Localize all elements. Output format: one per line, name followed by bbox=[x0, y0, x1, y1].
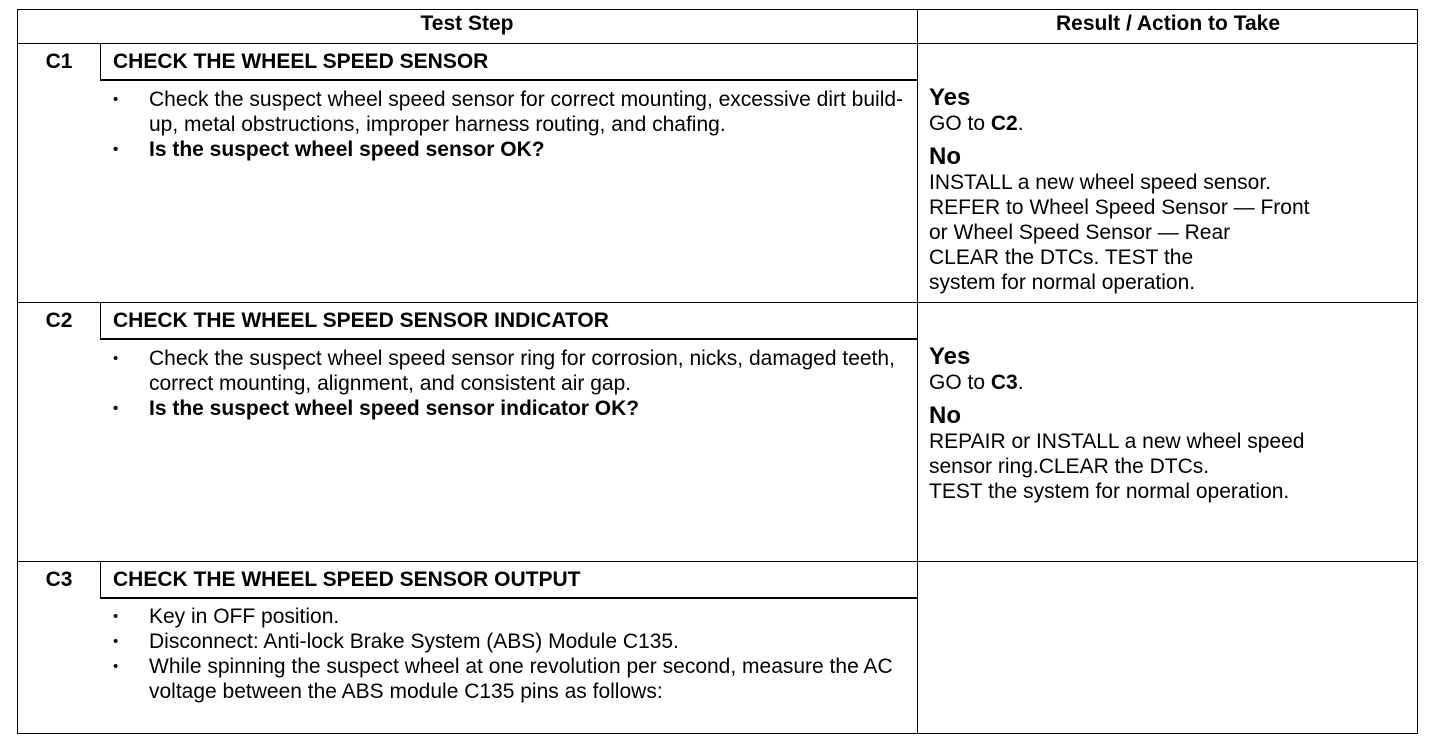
instruction-question: • Is the suspect wheel speed sensor indicator OK? bbox=[110, 396, 910, 421]
yes-action-period: . bbox=[1017, 112, 1024, 135]
title-separator-c1 bbox=[100, 79, 917, 81]
yes-label: Yes bbox=[929, 343, 971, 370]
column-divider bbox=[917, 9, 918, 734]
title-separator-c2 bbox=[100, 338, 917, 340]
no-action-line: REFER to Wheel Speed Sensor — Front bbox=[929, 196, 1310, 219]
step-code-c2: C2 bbox=[45, 309, 73, 332]
code-divider-c3 bbox=[100, 562, 101, 598]
row-separator-c2 bbox=[17, 302, 1418, 303]
header-result-action: Result / Action to Take bbox=[1055, 12, 1281, 35]
instruction-item: • Check the suspect wheel speed sensor for correct mounting, excessive dirt build-up, metal obstructions, improper harness routing, and chafing. bbox=[110, 87, 910, 137]
no-action-line: INSTALL a new wheel speed sensor. bbox=[929, 171, 1272, 194]
yes-action-text: GO to bbox=[929, 112, 991, 135]
instruction-item: • Disconnect: Anti-lock Brake System (ABS) Module C135. bbox=[110, 629, 910, 654]
yes-action bbox=[929, 111, 1409, 136]
result-c2 bbox=[929, 344, 1409, 504]
yes-action-text: GO to bbox=[929, 371, 991, 394]
yes-target-step: C2 bbox=[990, 112, 1018, 135]
step-title-c2: CHECK THE WHEEL SPEED SENSOR INDICATOR bbox=[113, 309, 609, 332]
title-separator-c3 bbox=[100, 597, 917, 599]
row-separator-c3 bbox=[17, 561, 1418, 562]
step-instructions-c1 bbox=[110, 87, 910, 162]
step-code-c1: C1 bbox=[45, 50, 73, 73]
step-instructions-c2 bbox=[110, 346, 910, 421]
no-action-line: REPAIR or INSTALL a new wheel speed bbox=[929, 430, 1305, 453]
no-label: No bbox=[929, 402, 961, 429]
no-action-line: or Wheel Speed Sensor — Rear bbox=[929, 221, 1231, 244]
instruction-item: • Key in OFF position. bbox=[110, 604, 910, 629]
instruction-item: • While spinning the suspect wheel at one revolution per second, measure the AC voltage between the ABS module C135 pins as follows: bbox=[110, 654, 910, 704]
no-label: No bbox=[929, 143, 961, 170]
yes-action bbox=[929, 370, 1409, 395]
header-test-step: Test Step bbox=[420, 12, 514, 35]
no-action-line: sensor ring.CLEAR the DTCs. bbox=[929, 455, 1210, 478]
instruction-item: • Check the suspect wheel speed sensor ring for corrosion, nicks, damaged teeth, correct mounting, alignment, and consistent air gap. bbox=[110, 346, 910, 396]
no-action-line: CLEAR the DTCs. TEST the bbox=[929, 246, 1194, 269]
step-title-c3: CHECK THE WHEEL SPEED SENSOR OUTPUT bbox=[113, 568, 581, 591]
yes-action-period: . bbox=[1017, 371, 1024, 394]
yes-target-step: C3 bbox=[990, 371, 1018, 394]
header-separator bbox=[17, 43, 1418, 44]
step-title-c1: CHECK THE WHEEL SPEED SENSOR bbox=[113, 50, 489, 73]
step-instructions-c3 bbox=[110, 604, 910, 704]
yes-label: Yes bbox=[929, 84, 971, 111]
step-code-c3: C3 bbox=[45, 568, 73, 591]
instruction-question: • Is the suspect wheel speed sensor OK? bbox=[110, 137, 910, 162]
no-action-line: TEST the system for normal operation. bbox=[929, 480, 1290, 503]
result-c1 bbox=[929, 85, 1409, 295]
code-divider-c2 bbox=[100, 303, 101, 339]
no-action-line: system for normal operation. bbox=[929, 271, 1196, 294]
code-divider-c1 bbox=[100, 44, 101, 80]
